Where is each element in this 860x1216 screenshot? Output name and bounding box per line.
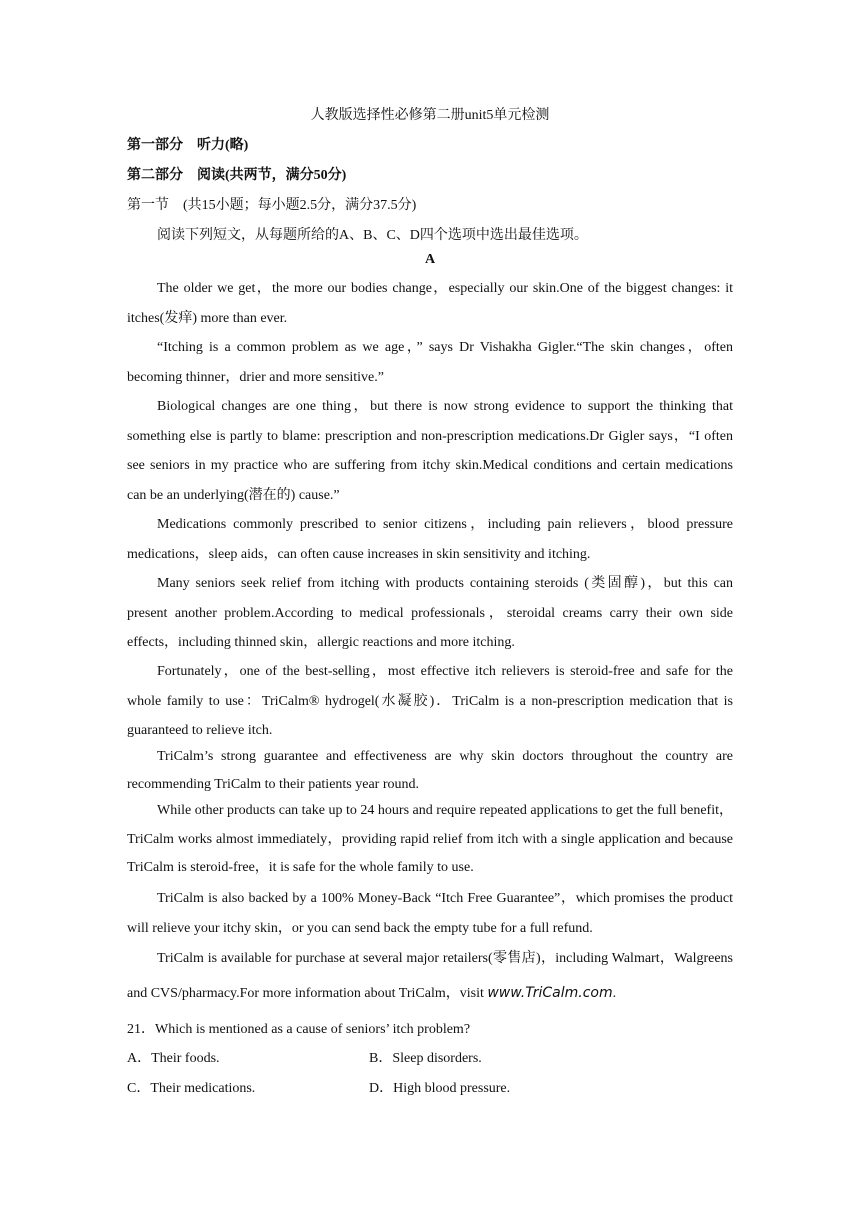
section1-heading: 第一节 (共15小题；每小题2.5分，满分37.5分)	[127, 198, 417, 213]
paragraph-6: Fortunately，one of the best-selling，most effective itch relievers is steroid-free and safe for the whole family to use：TriCalm® hydrogel(水凝胶)．TriCalm is a non-prescription medication that is guaranteed to relieve itch.	[127, 664, 733, 738]
passage-label: A	[424, 252, 436, 267]
paragraph-9: TriCalm is also backed by a 100% Money-Back “Itch Free Guarantee”，which promises the product will relieve your itchy skin，or you can send back the empty tube for a full refund.	[127, 891, 733, 936]
instruction-text: 阅读下列短文，从每题所给的A、B、C、D四个选项中选出最佳选项。	[157, 228, 588, 243]
part1-heading: 第一部分 听力(略)	[127, 138, 249, 153]
website-link[interactable]: www.TriCalm.com	[487, 985, 613, 1001]
page-title: 人教版选择性必修第二册unit5单元检测	[310, 108, 550, 123]
paragraph-4: Medications commonly prescribed to senior citizens，including pain relievers，blood pressure medications，sleep aids，can often cause increases in skin sensitivity and itching.	[127, 517, 733, 562]
option-c: C．Their medications.	[127, 1081, 256, 1096]
paragraph-8: While other products can take up to 24 hours and require repeated applications to get the full benefit，TriCalm works almost immediately，providing rapid relief from itch with a single application and because TriCalm is steroid-free，it is safe for the whole family to use.	[127, 803, 733, 875]
paragraph-10	[127, 942, 733, 1011]
part2-heading: 第二部分 阅读(共两节，满分50分)	[127, 168, 347, 183]
paragraph-5: Many seniors seek relief from itching with products containing steroids (类固醇)，but this can present another problem.According to medical professionals，steroidal creams carry their own side effects，including thinned skin，allergic reactions and more itching.	[127, 576, 733, 650]
option-a: A．Their foods.	[127, 1051, 220, 1066]
option-d: D．High blood pressure.	[369, 1081, 511, 1096]
paragraph-2: “Itching is a common problem as we age，” says Dr Vishakha Gigler.“The skin changes，often becoming thinner，drier and more sensitive.”	[127, 340, 733, 385]
option-b: B．Sleep disorders.	[369, 1051, 482, 1066]
question-stem: 21．Which is mentioned as a cause of seniors’ itch problem?	[127, 1022, 471, 1037]
paragraph-10-text: TriCalm is available for purchase at several major retailers(零售店)，including Walmart，Walgreens and CVS/pharmacy.For more information about TriCalm，visit	[127, 951, 733, 1001]
paragraph-1: The older we get，the more our bodies change，especially our skin.One of the biggest changes: it itches(发痒) more than ever.	[127, 281, 733, 326]
paragraph-7: TriCalm’s strong guarantee and effectiveness are why skin doctors throughout the country are recommending TriCalm to their patients year round.	[127, 749, 733, 792]
paragraph-10-end: .	[612, 986, 617, 1001]
paragraph-3: Biological changes are one thing，but there is now strong evidence to support the thinking that something else is partly to blame: prescription and non-prescription medications.Dr Gigler says，“I often see seniors in my practice who are suffering from itchy skin.Medical conditions and certain medications can be an underlying(潜在的) cause.”	[127, 399, 733, 503]
